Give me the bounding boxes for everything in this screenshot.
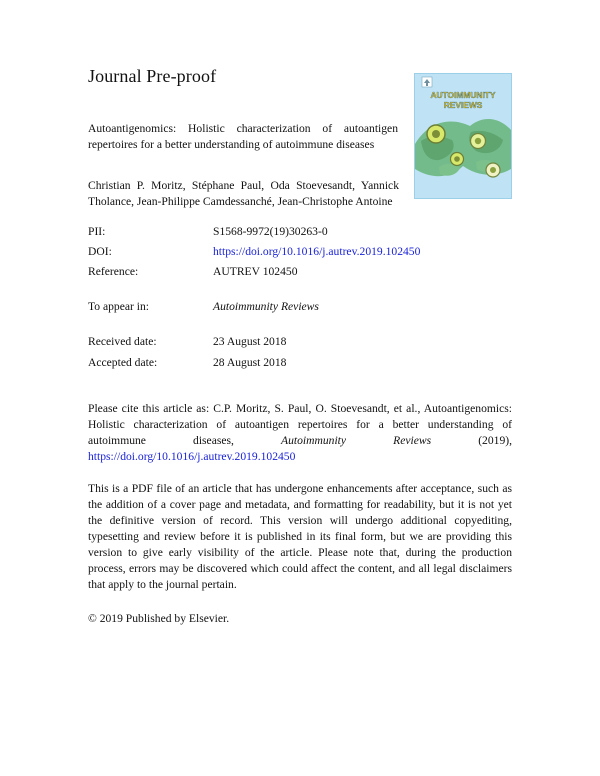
received-value: 23 August 2018 [213, 335, 287, 348]
elsevier-tree-icon [422, 77, 432, 87]
pii-label: PII: [88, 225, 106, 238]
article-title: Autoantigenomics: Holistic characterization of autoantigen repertoires for a better understanding of autoimmune diseases [88, 122, 398, 151]
received-label: Received date: [88, 335, 157, 348]
citation-paragraph [88, 401, 512, 465]
citation-journal: Autoimmunity Reviews [281, 434, 432, 447]
citation-year: (2019), [478, 434, 512, 447]
accepted-label: Accepted date: [88, 356, 158, 369]
citation-doi-link[interactable]: https://doi.org/10.1016/j.autrev.2019.102450 [88, 450, 296, 463]
reference-value: AUTREV 102450 [213, 265, 298, 278]
appear-label: To appear in: [88, 300, 149, 313]
cover-title-line1: AUTOIMMUNITY [430, 90, 496, 100]
reference-label: Reference: [88, 265, 139, 278]
appear-value: Autoimmunity Reviews [213, 300, 319, 313]
author-list: Christian P. Moritz, Stéphane Paul, Oda Stoevesandt, Yannick Tholance, Jean-Philippe Camdessanché, Jean-Christophe Antoine [88, 179, 399, 208]
pii-value: S1568-9972(19)30263-0 [213, 225, 328, 238]
notice-paragraph: This is a PDF file of an article that has undergone enhancements after acceptance, such as the addition of a cover page and metadata, and formatting for readability, but it is not yet the definitive version of record. This version will undergo additional copyediting, typesetting and review before it is published in its final form, but we are providing this version to give early visibility of the article. Please note that, during the production process, errors may be discovered which could affect the content, and all legal disclaimers that apply to the journal pertain. [88, 482, 512, 591]
journal-cover-image [414, 73, 512, 199]
citation-prefix: Please cite this article as: C.P. Moritz, S. Paul, O. Stoevesandt, et al., Autoantigenomics: Holistic characterization of autoantigen repertoires for a better understanding of autoimmune diseases, [88, 402, 512, 447]
page-title: Journal Pre-proof [88, 66, 217, 86]
accepted-value: 28 August 2018 [213, 356, 287, 369]
cover-title-line2: REVIEWS [443, 100, 483, 110]
doi-label: DOI: [88, 245, 112, 258]
copyright-notice: © 2019 Published by Elsevier. [88, 612, 230, 625]
doi-link[interactable]: https://doi.org/10.1016/j.autrev.2019.102450 [213, 245, 421, 258]
cover-artwork [415, 74, 511, 198]
